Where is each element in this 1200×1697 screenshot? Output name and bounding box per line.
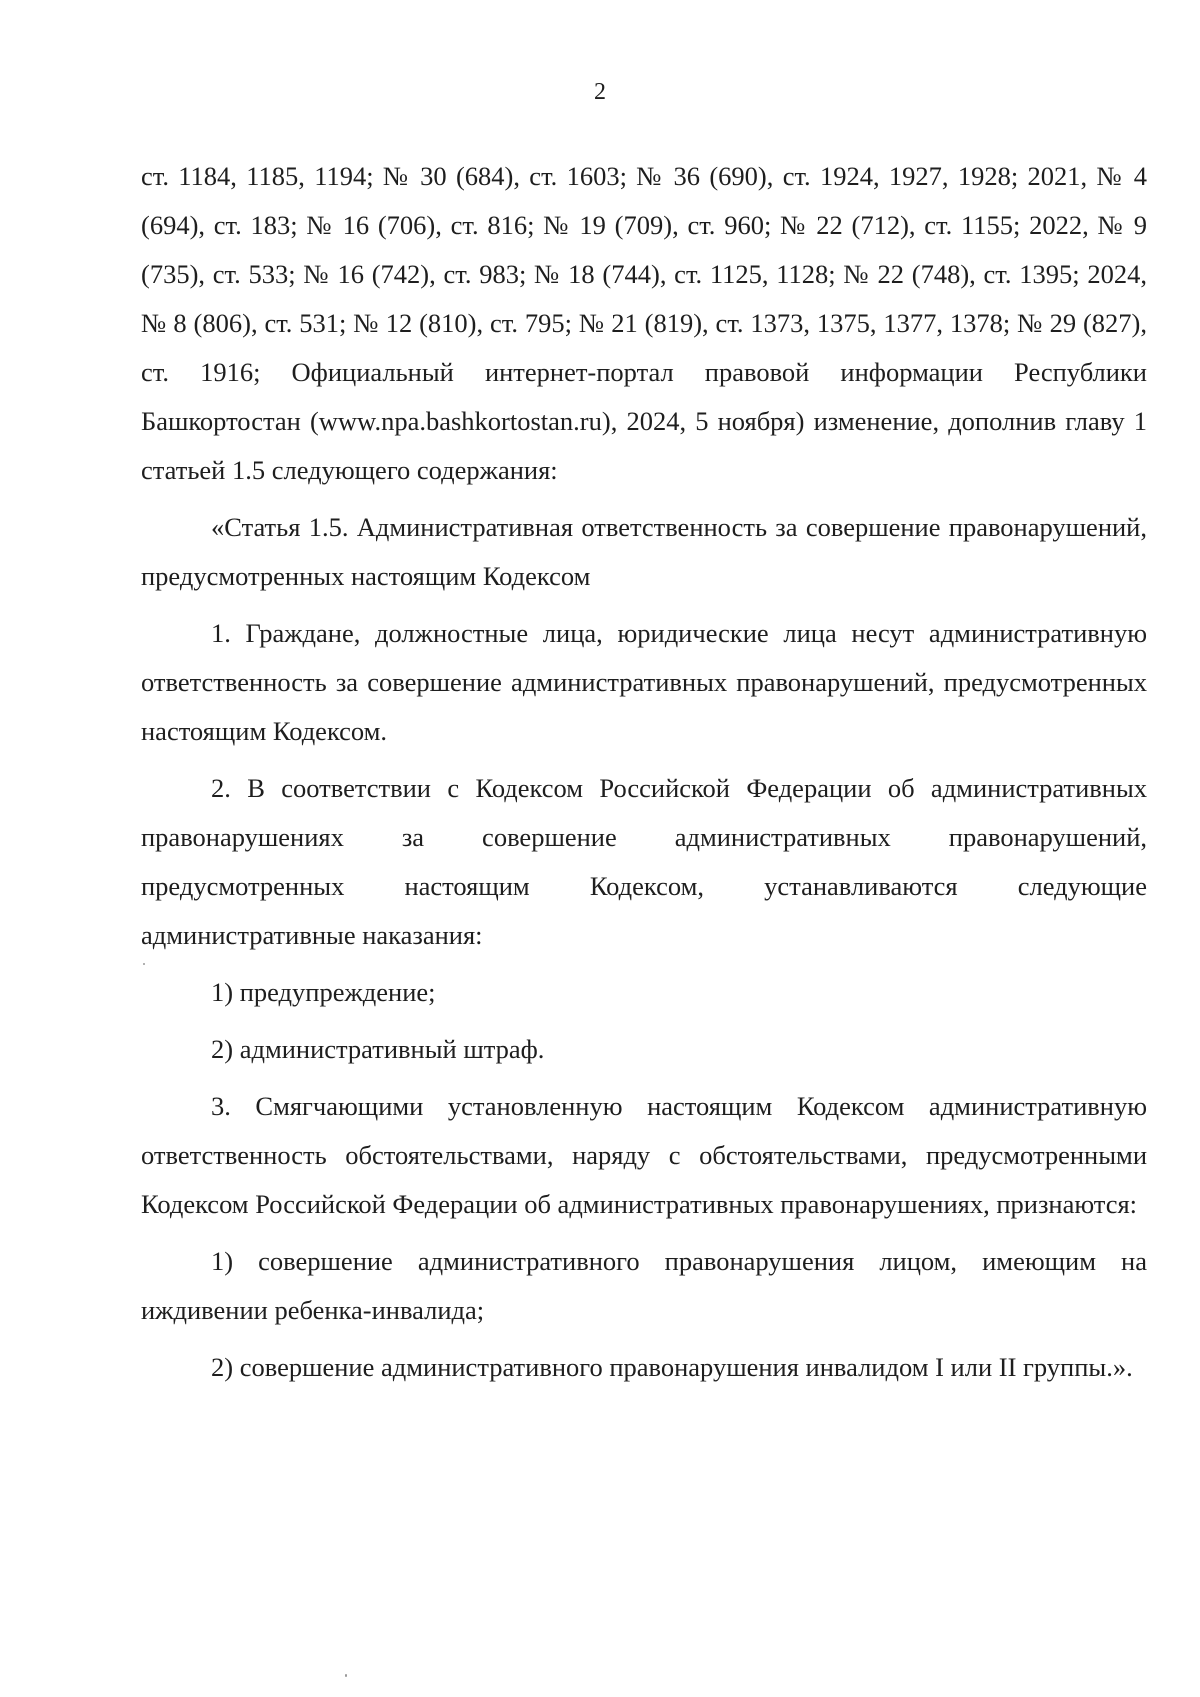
list-item-disabled-child: 1) совершение административного правонарушения лицом, имеющим на иждивении ребенка-инвалида;	[141, 1246, 1147, 1325]
scan-speck	[345, 1674, 347, 1677]
list-item-warning: 1) предупреждение;	[211, 977, 436, 1007]
paragraph-amendment-sources: ст. 1184, 1185, 1194; № 30 (684), ст. 1603; № 36 (690), ст. 1924, 1927, 1928; 2021, № 4 (694), ст. 183; № 16 (706), ст. 816; № 19 (709), ст. 960; № 22 (712), ст. 1155; 2022, № 9 (735), ст. 533; № 16 (742), ст. 983; № 18 (744), ст. 1125, 1128; № 22 (748), ст. 1395; 2024, № 8 (806), ст. 531; № 12 (810), ст. 795; № 21 (819), ст. 1373, 1375, 1377, 1378; № 29 (827), ст. 1916; Официальный интернет-портал правовой информации Республики Башкортостан (www.npa.bashkortostan.ru), 2024, 5 ноября) изменение, дополнив главу 1 статьей 1.5 следующего содержания:	[141, 161, 1147, 485]
paragraph-clause-2: 2. В соответствии с Кодексом Российской Федерации об административных правонарушениях за совершение административных правонарушений, предусмотренных настоящим Кодексом, устанавливаются следующие административные наказания:	[141, 773, 1147, 950]
list-item-fine: 2) административный штраф.	[211, 1034, 545, 1064]
list-item-disabled-person: 2) совершение административного правонарушения инвалидом I или II группы.».	[211, 1352, 1133, 1382]
article-heading: «Статья 1.5. Административная ответственность за совершение правонарушений, предусмотренных настоящим Кодексом	[141, 512, 1147, 591]
paragraph-clause-3: 3. Смягчающими установленную настоящим Кодексом административную ответственность обстоятельствами, наряду с обстоятельствами, предусмотренными Кодексом Российской Федерации об административных правонарушениях, признаются:	[141, 1091, 1147, 1219]
document-body	[141, 152, 1147, 1392]
paragraph-clause-1: 1. Граждане, должностные лица, юридические лица несут административную ответственность за совершение административных правонарушений, предусмотренных настоящим Кодексом.	[141, 618, 1147, 746]
scan-speck	[143, 963, 145, 965]
page-number: 2	[594, 79, 606, 105]
